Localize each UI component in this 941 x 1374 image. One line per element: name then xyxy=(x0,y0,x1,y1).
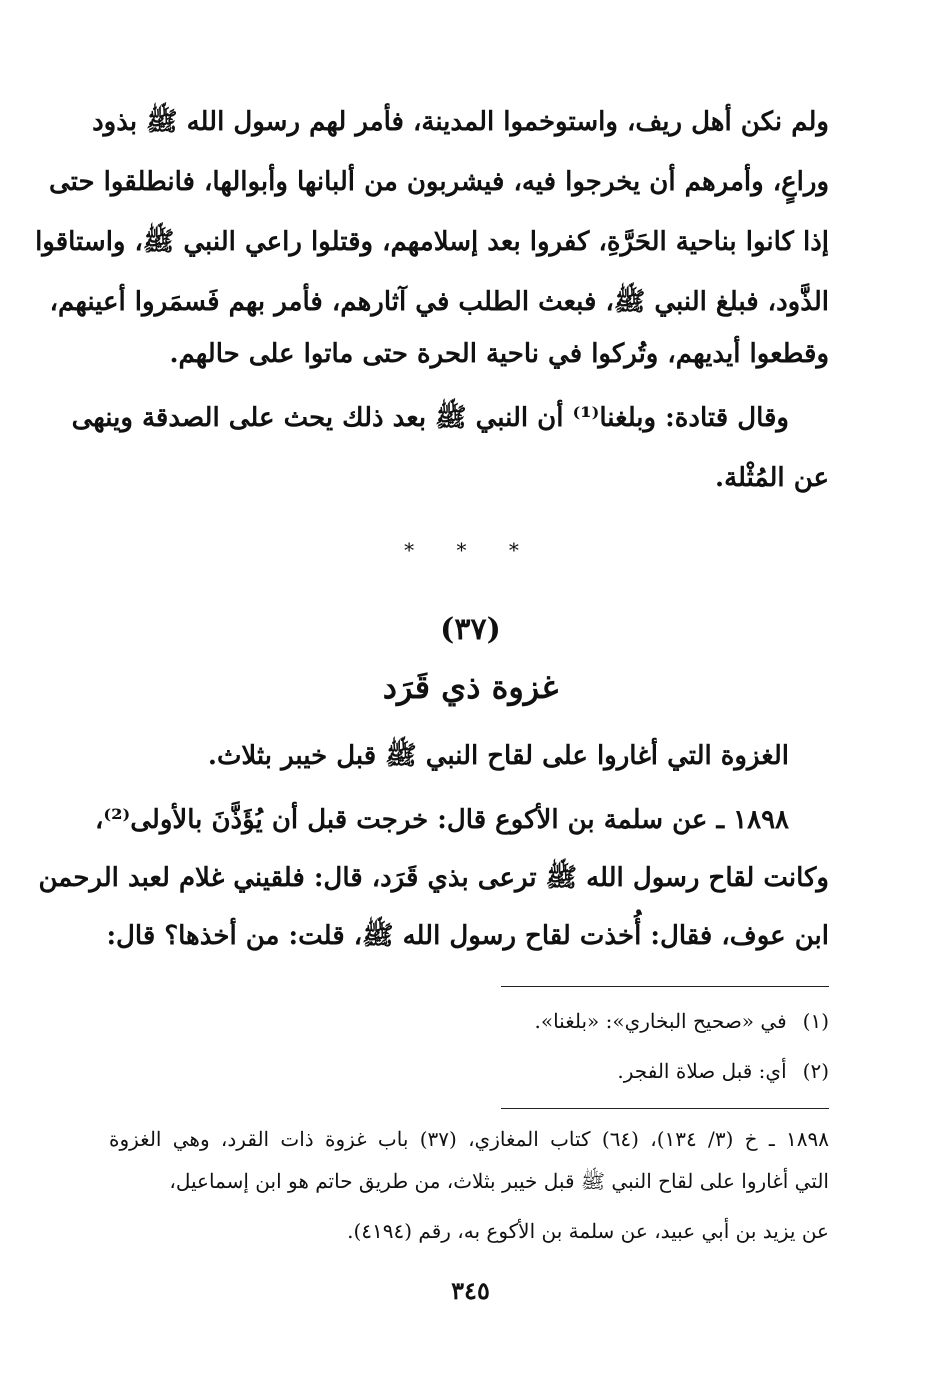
chapter-subtitle: الغزوة التي أغاروا على لقاح النبي ﷺ قبل خيبر بثلاث. xyxy=(207,741,789,771)
footnote xyxy=(109,1006,829,1036)
footnote-number: (٢) xyxy=(802,1059,829,1083)
footnote-number: (١) xyxy=(802,1009,829,1033)
paragraph1-line: إذا كانوا بناحية الحَرَّةِ، كفروا بعد إسلامهم، وقتلوا راعي النبي ﷺ، واستاقوا xyxy=(35,227,829,257)
paragraph2-line: عن المُثْلة. xyxy=(715,463,829,493)
source-note-line: عن يزيد بن أبي عبيد، عن سلمة بن الأكوع به، رقم (٤١٩٤). xyxy=(347,1219,829,1243)
footnote-divider xyxy=(501,986,829,987)
footnote-text: أي: قبل صلاة الفجر. xyxy=(617,1059,787,1083)
source-note-line: ١٨٩٨ ـ خ (٣/ ١٣٤)، (٦٤) كتاب المغازي، (٣٧) باب غزوة ذات القرد، وهي الغزوة xyxy=(109,1127,829,1151)
page-number: ٣٤٥ xyxy=(451,1276,490,1305)
hadith-line: ابن عوف، فقال: أُخذت لقاح رسول الله ﷺ، قلت: من أخذها؟ قال: xyxy=(106,921,829,951)
chapter-title: غزوة ذي قَرَد xyxy=(382,668,559,706)
section-separator: * * * xyxy=(404,538,537,562)
chapter-number: (٣٧) xyxy=(440,612,501,647)
paragraph1-line: ولم نكن أهل ريف، واستوخموا المدينة، فأمر لهم رسول الله ﷺ بذود xyxy=(92,107,829,137)
paragraph1-line: الذَّود، فبلغ النبي ﷺ، فبعث الطلب في آثارهم، فأمر بهم فَسمَروا أعينهم، xyxy=(49,287,829,317)
footnote-text: في «صحيح البخاري»: «بلغنا». xyxy=(534,1009,787,1033)
source-divider xyxy=(501,1108,829,1109)
source-note-line: التي أغاروا على لقاح النبي ﷺ قبل خيبر بثلاث، من طريق حاتم هو ابن إسماعيل، xyxy=(169,1169,829,1193)
footnote xyxy=(109,1056,829,1086)
hadith-line: ١٨٩٨ ـ عن سلمة بن الأكوع قال: خرجت قبل أن يُؤَذَّنَ بالأولى⁽²⁾، xyxy=(94,805,789,835)
paragraph1-line: وراعٍ، وأمرهم أن يخرجوا فيه، فيشربون من ألبانها وأبوالها، فانطلقوا حتى xyxy=(49,167,829,197)
paragraph1-line: وقطعوا أيديهم، وتُركوا في ناحية الحرة حتى ماتوا على حالهم. xyxy=(169,339,829,369)
hadith-line: وكانت لقاح رسول الله ﷺ ترعى بذي قَرَد، قال: فلقيني غلام لعبد الرحمن xyxy=(38,863,829,893)
paragraph2-line: وقال قتادة: وبلغنا⁽¹⁾ أن النبي ﷺ بعد ذلك يحث على الصدقة وينهى xyxy=(71,403,789,433)
